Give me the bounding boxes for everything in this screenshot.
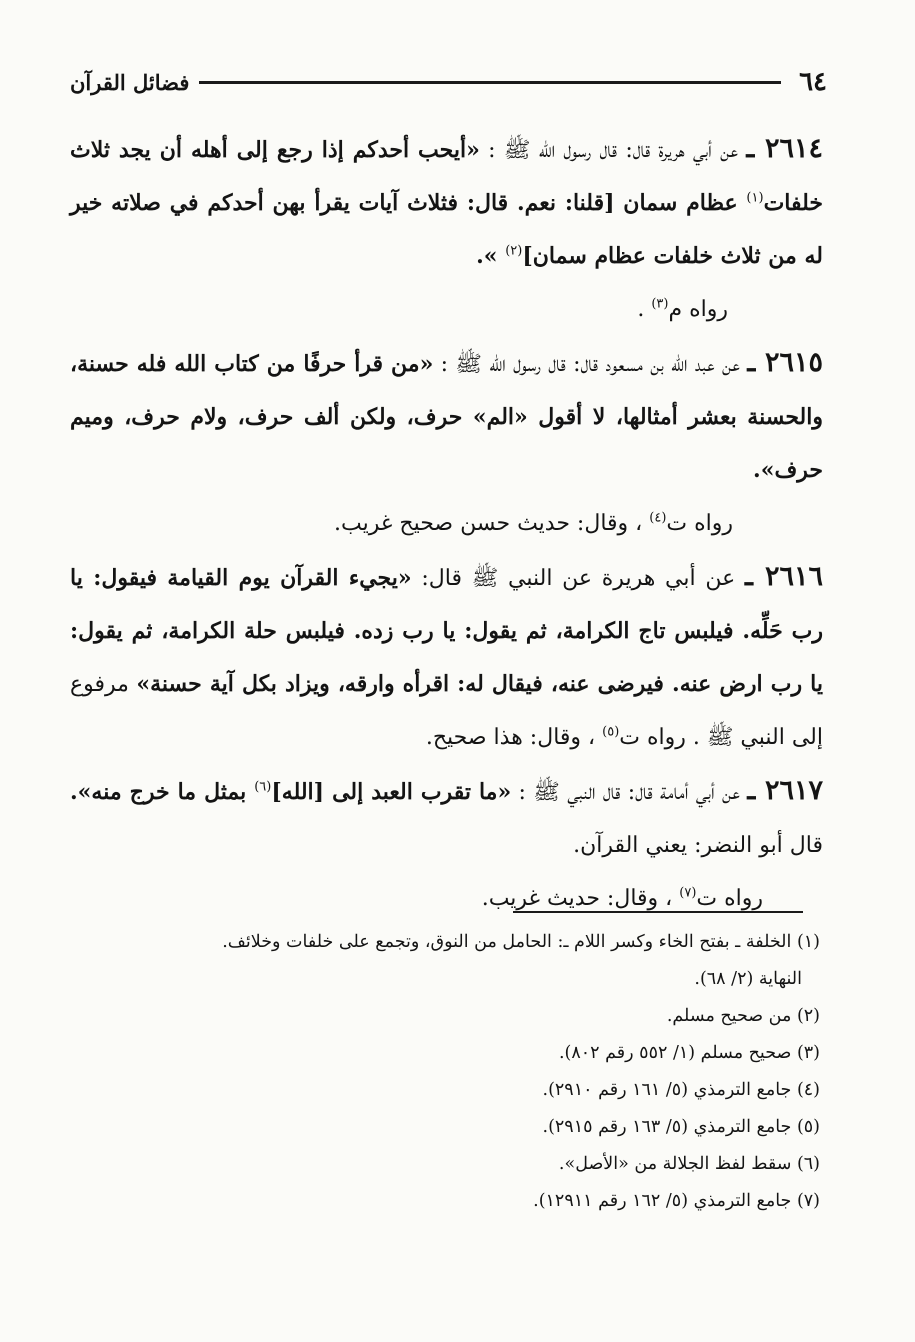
hadith-quote-end: ». bbox=[476, 243, 506, 269]
footnote-1 bbox=[74, 924, 820, 998]
hadith-quote: «من قرأ حرفًا من كتاب الله فله حسنة، والحسنة بعشر أمثالها، لا أقول «الم» حرف، ولكن ألف حرف، ولام حرف، وميم حرف». bbox=[70, 351, 823, 483]
hadith-quote: «ما تقرب العبد إلى [الله] bbox=[271, 779, 512, 805]
hadith-quote: «يجيء القرآن يوم القيامة فيقول: يا رب حَلِّه. فيلبس تاج الكرامة، ثم يقول: يا رب زده. فيلبس حلة الكرامة، ثم يقول: يا رب ارض عنه. فيرضى عنه، فيقال له: اقرأه وارقه، ويزاد بكل آية حسنة» bbox=[70, 565, 823, 697]
footnote-3 bbox=[74, 1035, 820, 1072]
hadith-intro: عن عبد الله بن مسعود قال: قال رسول الله ﷺ : bbox=[433, 352, 748, 377]
footnote-number: (٥) bbox=[796, 1117, 820, 1137]
running-title: فضائل القرآن bbox=[70, 69, 190, 95]
riwaya-end: ، وقال: حديث حسن صحيح غريب. bbox=[334, 511, 650, 536]
riwaya-text: رواه ت bbox=[666, 511, 733, 536]
footnote-ref[interactable]: (٧) bbox=[679, 885, 697, 901]
footnote-text: سقط لفظ الجلالة من «الأصل». bbox=[558, 1154, 797, 1174]
riwaya-line bbox=[70, 283, 823, 336]
header-rule bbox=[199, 81, 781, 84]
footnote-text: من صحيح مسلم. bbox=[666, 1006, 797, 1026]
footnote-text: جامع الترمذي (٥/ ١٦٣ رقم ٢٩١٥). bbox=[542, 1117, 797, 1137]
footnote-ref[interactable]: (٦) bbox=[254, 779, 272, 795]
footnote-number: (٣) bbox=[796, 1043, 820, 1063]
hadith-number: ٢٦١٧ ـ bbox=[747, 775, 823, 806]
footnote-ref[interactable]: (٥) bbox=[602, 724, 620, 740]
footnote-number: (٦) bbox=[796, 1154, 820, 1174]
hadith-number: ٢٦١٤ ـ bbox=[746, 133, 823, 164]
main-text bbox=[70, 122, 823, 925]
hadith-2617 bbox=[70, 764, 823, 872]
footnote-text: الخلفة ـ بفتح الخاء وكسر اللام ـ: الحامل من النوق، وتجمع على خلفات وخلائف. bbox=[222, 932, 797, 952]
riwaya-text: رواه م bbox=[668, 297, 728, 322]
footnote-number: (٤) bbox=[796, 1080, 820, 1100]
footnote-4 bbox=[74, 1072, 820, 1109]
footnote-ref[interactable]: (٣) bbox=[651, 296, 669, 312]
footnote-7 bbox=[74, 1183, 820, 1220]
footnote-number: (١) bbox=[796, 932, 820, 952]
footnote-number: (٢) bbox=[796, 1006, 820, 1026]
hadith-note: مرفوع إلى النبي ﷺ . رواه ت bbox=[70, 672, 823, 750]
footnote-ref[interactable]: (٤) bbox=[649, 510, 667, 526]
footnote-text: جامع الترمذي (٥/ ١٦١ رقم ٢٩١٠). bbox=[542, 1080, 797, 1100]
hadith-note-end: ، وقال: هذا صحيح. bbox=[425, 725, 603, 750]
page-header bbox=[70, 62, 827, 102]
hadith-intro: عن أبي أمامة قال: قال النبي ﷺ : bbox=[511, 780, 748, 805]
footnote-separator bbox=[513, 911, 803, 913]
footnote-2 bbox=[74, 998, 820, 1035]
hadith-intro: عن أبي هريرة عن النبي ﷺ قال: bbox=[411, 566, 745, 591]
footnote-continuation: النهاية (٢/ ٦٨). bbox=[694, 969, 802, 989]
footnote-number: (٧) bbox=[796, 1191, 820, 1211]
riwaya-line bbox=[70, 872, 823, 925]
page-number: ٦٤ bbox=[799, 67, 827, 97]
hadith-quote: عظام سمان [قلنا: نعم. قال: فثلاث آيات يقرأ بهن أحدكم في صلاته خير له من ثلاث خلفات عظام سمان] bbox=[70, 190, 823, 269]
hadith-intro: عن أبي هريرة قال: قال رسول الله ﷺ : bbox=[479, 138, 747, 163]
hadith-quote: «أيحب أحدكم إذا رجع إلى أهله أن يجد ثلاث خلفات bbox=[70, 137, 823, 216]
footnote-text: صحيح مسلم (١/ ٥٥٢ رقم ٨٠٢). bbox=[558, 1043, 797, 1063]
footnotes bbox=[74, 924, 820, 1220]
footnote-ref[interactable]: (١) bbox=[746, 190, 764, 206]
riwaya-text: رواه ت bbox=[696, 886, 763, 911]
hadith-number: ٢٦١٦ ـ bbox=[744, 561, 823, 592]
hadith-quote: بمثل ما خرج منه». bbox=[70, 779, 255, 805]
hadith-2616 bbox=[70, 550, 823, 764]
hadith-number: ٢٦١٥ ـ bbox=[747, 347, 823, 378]
footnote-ref[interactable]: (٢) bbox=[505, 243, 523, 259]
riwaya-line bbox=[70, 497, 823, 550]
footnote-6 bbox=[74, 1146, 820, 1183]
footnote-text: جامع الترمذي (٥/ ١٦٢ رقم ١٢٩١١). bbox=[533, 1191, 797, 1211]
hadith-2614 bbox=[70, 122, 823, 283]
riwaya-end: . bbox=[637, 297, 652, 322]
footnote-5 bbox=[74, 1109, 820, 1146]
riwaya-end: ، وقال: حديث غريب. bbox=[481, 886, 680, 911]
hadith-2615 bbox=[70, 336, 823, 497]
hadith-note: قال أبو النضر: يعني القرآن. bbox=[573, 833, 823, 858]
